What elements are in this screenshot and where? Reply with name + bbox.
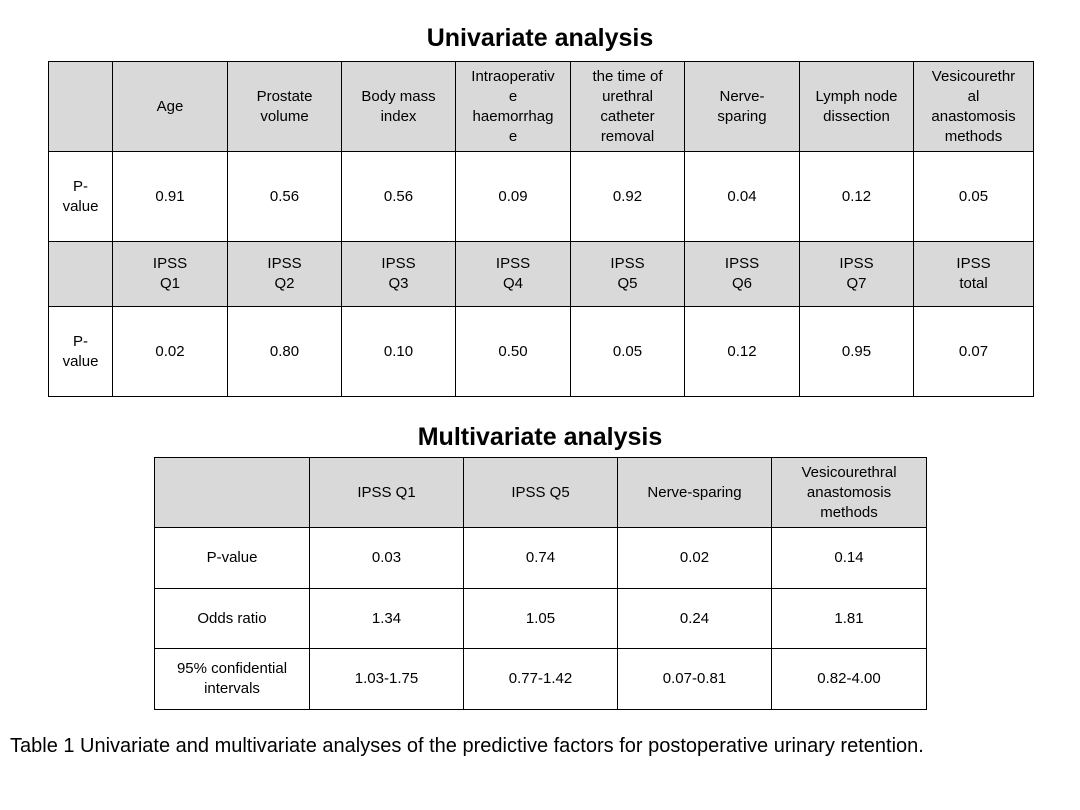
table-cell: 0.80 <box>228 307 342 397</box>
table-cell: IPSS Q6 <box>685 242 800 307</box>
table-cell: 1.03-1.75 <box>310 649 464 710</box>
table-cell: 0.09 <box>456 152 571 242</box>
table-cell: 0.07-0.81 <box>618 649 772 710</box>
multivariate-odds-ratio-row <box>155 589 927 649</box>
table-cell: 0.05 <box>571 307 685 397</box>
table-cell: P- value <box>49 152 113 242</box>
table-cell: IPSS Q1 <box>310 458 464 528</box>
table-cell: Intraoperativ e haemorrhag e <box>456 62 571 152</box>
table-cell: 0.91 <box>113 152 228 242</box>
multivariate-header-row <box>155 458 927 528</box>
univariate-table <box>48 61 1034 397</box>
table-cell: 0.82-4.00 <box>772 649 927 710</box>
table-cell: 0.02 <box>113 307 228 397</box>
univariate-pvalue-row-1 <box>49 152 1034 242</box>
table-cell: Vesicourethr al anastomosis methods <box>914 62 1034 152</box>
table-cell: Age <box>113 62 228 152</box>
table-cell: 1.05 <box>464 589 618 649</box>
table-cell <box>49 242 113 307</box>
table-cell: 0.02 <box>618 528 772 589</box>
table-cell: Prostate volume <box>228 62 342 152</box>
table-cell: IPSS Q2 <box>228 242 342 307</box>
multivariate-title: Multivariate analysis <box>417 423 663 451</box>
table-cell: 0.56 <box>342 152 456 242</box>
table-cell: Vesicourethral anastomosis methods <box>772 458 927 528</box>
table-cell: IPSS Q5 <box>571 242 685 307</box>
table-cell <box>49 62 113 152</box>
table-cell: 0.14 <box>772 528 927 589</box>
table-cell: Lymph node dissection <box>800 62 914 152</box>
table-cell: 0.74 <box>464 528 618 589</box>
multivariate-table <box>154 457 927 710</box>
table-cell: P-value <box>155 528 310 589</box>
table-cell: Nerve-sparing <box>618 458 772 528</box>
table-cell: IPSS total <box>914 242 1034 307</box>
table-cell: IPSS Q1 <box>113 242 228 307</box>
table-cell: 0.92 <box>571 152 685 242</box>
table-cell: 0.05 <box>914 152 1034 242</box>
table-cell: IPSS Q7 <box>800 242 914 307</box>
table-cell: 1.81 <box>772 589 927 649</box>
table-cell <box>155 458 310 528</box>
table-cell: 95% confidential intervals <box>155 649 310 710</box>
table-cell: P- value <box>49 307 113 397</box>
table-cell: IPSS Q4 <box>456 242 571 307</box>
table-cell: 0.56 <box>228 152 342 242</box>
table-cell: 0.10 <box>342 307 456 397</box>
table-cell: 0.95 <box>800 307 914 397</box>
table-cell: 0.77-1.42 <box>464 649 618 710</box>
table-cell: 1.34 <box>310 589 464 649</box>
table-caption: Table 1 Univariate and multivariate analyses of the predictive factors for postoperative urinary retention. <box>10 735 924 757</box>
univariate-title: Univariate analysis <box>426 24 654 52</box>
table-cell: IPSS Q5 <box>464 458 618 528</box>
univariate-pvalue-row-2 <box>49 307 1034 397</box>
table-cell: 0.50 <box>456 307 571 397</box>
table-cell: IPSS Q3 <box>342 242 456 307</box>
multivariate-pvalue-row <box>155 528 927 589</box>
table-cell: the time of urethral catheter removal <box>571 62 685 152</box>
multivariate-ci-row <box>155 649 927 710</box>
table-cell: 0.12 <box>685 307 800 397</box>
table-cell: 0.07 <box>914 307 1034 397</box>
univariate-header-row-2 <box>49 242 1034 307</box>
table-cell: 0.12 <box>800 152 914 242</box>
table-cell: 0.04 <box>685 152 800 242</box>
table-cell: Nerve- sparing <box>685 62 800 152</box>
table-cell: Odds ratio <box>155 589 310 649</box>
table-cell: Body mass index <box>342 62 456 152</box>
univariate-header-row-1 <box>49 62 1034 152</box>
table-cell: 0.03 <box>310 528 464 589</box>
table-cell: 0.24 <box>618 589 772 649</box>
